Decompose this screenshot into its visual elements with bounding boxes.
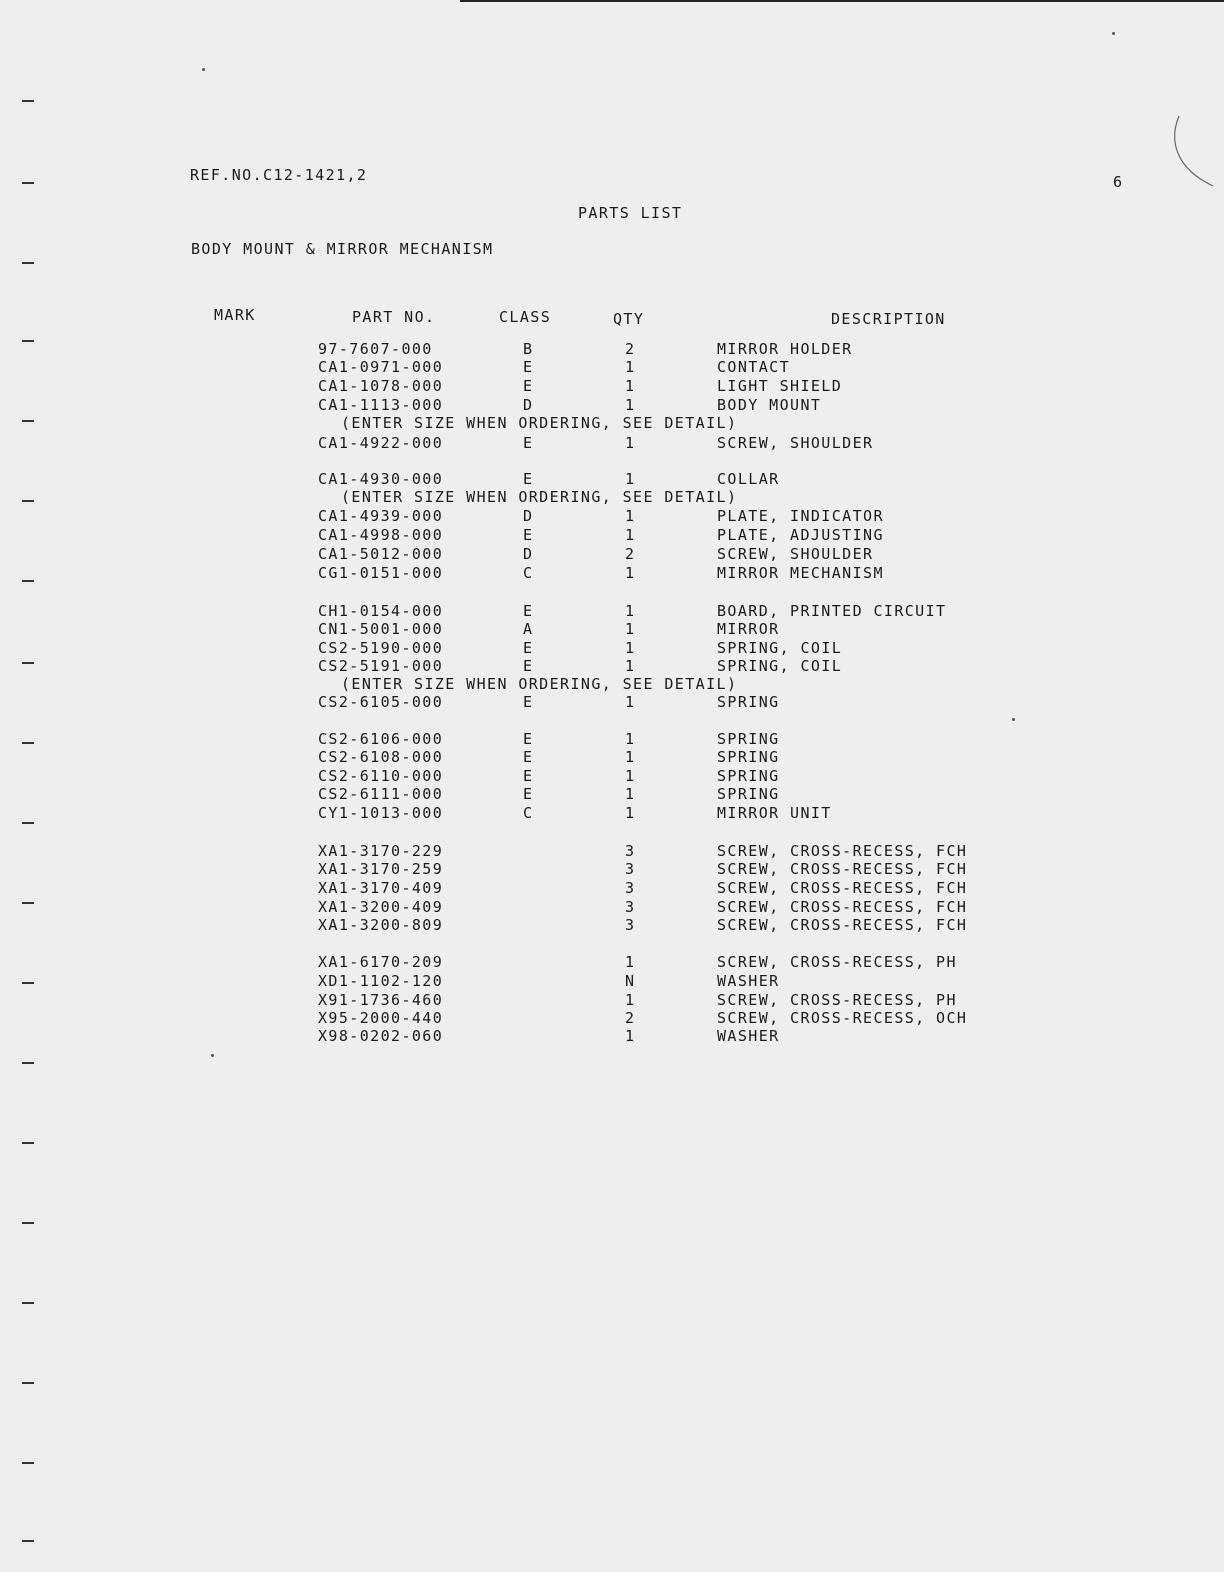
page-number: 6 xyxy=(1113,173,1124,191)
part-number-cell: CA1-5012-000 xyxy=(318,545,444,563)
part-number-cell: CS2-5191-000 xyxy=(318,657,444,675)
table-row xyxy=(0,860,1224,878)
part-number-cell: CS2-5190-000 xyxy=(318,639,444,657)
reference-number: REF.NO.C12-1421,2 xyxy=(190,166,368,184)
part-number-cell: CS2-6110-000 xyxy=(318,767,444,785)
qty-cell: 3 xyxy=(625,879,636,897)
table-row xyxy=(0,972,1224,990)
description-cell: SCREW, CROSS-RECESS, FCH xyxy=(717,879,968,897)
part-number-cell: CG1-0151-000 xyxy=(318,564,444,582)
qty-cell: 1 xyxy=(625,804,636,822)
description-cell: SPRING xyxy=(717,730,780,748)
part-number-cell: X95-2000-440 xyxy=(318,1009,444,1027)
description-cell: LIGHT SHIELD xyxy=(717,377,843,395)
class-cell: E xyxy=(523,730,534,748)
qty-cell: 1 xyxy=(625,657,636,675)
table-row xyxy=(0,730,1224,748)
description-cell: SCREW, CROSS-RECESS, OCH xyxy=(717,1009,968,1027)
description-cell: MIRROR xyxy=(717,620,780,638)
table-row xyxy=(0,340,1224,358)
table-row xyxy=(0,991,1224,1009)
class-cell: C xyxy=(523,804,534,822)
qty-cell: 1 xyxy=(625,470,636,488)
qty-cell: 2 xyxy=(625,1009,636,1027)
class-cell: C xyxy=(523,564,534,582)
section-subtitle: BODY MOUNT & MIRROR MECHANISM xyxy=(191,240,494,258)
class-cell: E xyxy=(523,657,534,675)
paper-speck xyxy=(202,68,205,71)
description-cell: SPRING, COIL xyxy=(717,639,843,657)
table-row xyxy=(0,693,1224,711)
part-number-cell: XD1-1102-120 xyxy=(318,972,444,990)
description-cell: COLLAR xyxy=(717,470,780,488)
description-cell: SCREW, CROSS-RECESS, PH xyxy=(717,953,957,971)
qty-cell: 1 xyxy=(625,526,636,544)
part-number-cell: CN1-5001-000 xyxy=(318,620,444,638)
qty-cell: 3 xyxy=(625,842,636,860)
description-cell: BOARD, PRINTED CIRCUIT xyxy=(717,602,947,620)
description-cell: SCREW, CROSS-RECESS, FCH xyxy=(717,916,968,934)
part-number-cell: XA1-3170-229 xyxy=(318,842,444,860)
description-cell: MIRROR MECHANISM xyxy=(717,564,884,582)
description-cell: SPRING xyxy=(717,748,780,766)
table-row xyxy=(0,1027,1224,1045)
table-row xyxy=(0,767,1224,785)
description-cell: SCREW, CROSS-RECESS, FCH xyxy=(717,842,968,860)
table-row xyxy=(0,657,1224,675)
description-cell: PLATE, INDICATOR xyxy=(717,507,884,525)
part-number-cell: CA1-4939-000 xyxy=(318,507,444,525)
description-cell: SPRING xyxy=(717,767,780,785)
table-row xyxy=(0,842,1224,860)
part-number-cell: CS2-6111-000 xyxy=(318,785,444,803)
class-cell: D xyxy=(523,545,534,563)
table-row xyxy=(0,898,1224,916)
qty-cell: 1 xyxy=(625,620,636,638)
column-header-class: CLASS xyxy=(499,308,552,326)
qty-cell: 1 xyxy=(625,767,636,785)
column-header-description: DESCRIPTION xyxy=(831,310,946,328)
description-cell: SCREW, CROSS-RECESS, FCH xyxy=(717,898,968,916)
class-cell: E xyxy=(523,767,534,785)
description-cell: SPRING xyxy=(717,693,780,711)
column-header-part-no: PART NO. xyxy=(352,308,436,326)
description-cell: MIRROR HOLDER xyxy=(717,340,853,358)
class-cell: E xyxy=(523,602,534,620)
description-cell: MIRROR UNIT xyxy=(717,804,832,822)
qty-cell: 1 xyxy=(625,991,636,1009)
table-row xyxy=(0,602,1224,620)
description-cell: SCREW, CROSS-RECESS, FCH xyxy=(717,860,968,878)
page-title: PARTS LIST xyxy=(578,204,683,222)
table-row xyxy=(0,953,1224,971)
qty-cell: 2 xyxy=(625,340,636,358)
qty-cell: 3 xyxy=(625,860,636,878)
qty-cell: 1 xyxy=(625,785,636,803)
class-cell: E xyxy=(523,748,534,766)
part-number-cell: CA1-4998-000 xyxy=(318,526,444,544)
ordering-note: (ENTER SIZE WHEN ORDERING, SEE DETAIL) xyxy=(341,488,738,506)
qty-cell: 2 xyxy=(625,545,636,563)
paper-speck xyxy=(1012,718,1015,721)
table-row xyxy=(0,358,1224,376)
qty-cell: 1 xyxy=(625,396,636,414)
part-number-cell: 97-7607-000 xyxy=(318,340,433,358)
description-cell: PLATE, ADJUSTING xyxy=(717,526,884,544)
part-number-cell: CA1-4922-000 xyxy=(318,434,444,452)
part-number-cell: XA1-3200-409 xyxy=(318,898,444,916)
description-cell: WASHER xyxy=(717,1027,780,1045)
paper-speck xyxy=(1112,32,1115,35)
qty-cell: 3 xyxy=(625,916,636,934)
qty-cell: 1 xyxy=(625,358,636,376)
class-cell: E xyxy=(523,377,534,395)
part-number-cell: CY1-1013-000 xyxy=(318,804,444,822)
part-number-cell: XA1-3200-809 xyxy=(318,916,444,934)
description-cell: SPRING xyxy=(717,785,780,803)
table-row xyxy=(0,639,1224,657)
qty-cell: 1 xyxy=(625,602,636,620)
class-cell: D xyxy=(523,507,534,525)
table-row xyxy=(0,804,1224,822)
qty-cell: 3 xyxy=(625,898,636,916)
class-cell: B xyxy=(523,340,534,358)
qty-cell: 1 xyxy=(625,693,636,711)
ordering-note-row xyxy=(0,488,1224,506)
description-cell: SCREW, SHOULDER xyxy=(717,545,874,563)
qty-cell: 1 xyxy=(625,377,636,395)
table-row xyxy=(0,377,1224,395)
column-header-mark: MARK xyxy=(214,306,256,324)
class-cell: E xyxy=(523,526,534,544)
table-row xyxy=(0,507,1224,525)
table-row xyxy=(0,545,1224,563)
table-row xyxy=(0,434,1224,452)
table-row xyxy=(0,785,1224,803)
part-number-cell: CS2-6106-000 xyxy=(318,730,444,748)
part-number-cell: X98-0202-060 xyxy=(318,1027,444,1045)
class-cell: A xyxy=(523,620,534,638)
class-cell: D xyxy=(523,396,534,414)
table-row xyxy=(0,620,1224,638)
part-number-cell: CA1-1078-000 xyxy=(318,377,444,395)
part-number-cell: XA1-6170-209 xyxy=(318,953,444,971)
table-row xyxy=(0,526,1224,544)
description-cell: SCREW, CROSS-RECESS, PH xyxy=(717,991,957,1009)
part-number-cell: CA1-1113-000 xyxy=(318,396,444,414)
table-row xyxy=(0,564,1224,582)
qty-cell: 1 xyxy=(625,730,636,748)
part-number-cell: CA1-0971-000 xyxy=(318,358,444,376)
class-cell: E xyxy=(523,639,534,657)
class-cell: E xyxy=(523,693,534,711)
class-cell: E xyxy=(523,358,534,376)
paper-speck xyxy=(211,1054,214,1057)
ordering-note: (ENTER SIZE WHEN ORDERING, SEE DETAIL) xyxy=(341,414,738,432)
column-header-qty: QTY xyxy=(613,310,645,328)
table-row xyxy=(0,879,1224,897)
table-row xyxy=(0,470,1224,488)
part-number-cell: XA1-3170-409 xyxy=(318,879,444,897)
qty-cell: 1 xyxy=(625,507,636,525)
table-row xyxy=(0,748,1224,766)
description-cell: SPRING, COIL xyxy=(717,657,843,675)
qty-cell: N xyxy=(625,972,636,990)
ordering-note: (ENTER SIZE WHEN ORDERING, SEE DETAIL) xyxy=(341,675,738,693)
description-cell: WASHER xyxy=(717,972,780,990)
description-cell: CONTACT xyxy=(717,358,791,376)
qty-cell: 1 xyxy=(625,639,636,657)
part-number-cell: CS2-6105-000 xyxy=(318,693,444,711)
part-number-cell: CS2-6108-000 xyxy=(318,748,444,766)
table-row xyxy=(0,916,1224,934)
class-cell: E xyxy=(523,785,534,803)
qty-cell: 1 xyxy=(625,1027,636,1045)
part-number-cell: X91-1736-460 xyxy=(318,991,444,1009)
qty-cell: 1 xyxy=(625,434,636,452)
description-cell: BODY MOUNT xyxy=(717,396,822,414)
part-number-cell: CH1-0154-000 xyxy=(318,602,444,620)
qty-cell: 1 xyxy=(625,953,636,971)
class-cell: E xyxy=(523,470,534,488)
part-number-cell: CA1-4930-000 xyxy=(318,470,444,488)
part-number-cell: XA1-3170-259 xyxy=(318,860,444,878)
ordering-note-row xyxy=(0,414,1224,432)
class-cell: E xyxy=(523,434,534,452)
table-row xyxy=(0,1009,1224,1027)
table-row xyxy=(0,396,1224,414)
qty-cell: 1 xyxy=(625,564,636,582)
ordering-note-row xyxy=(0,675,1224,693)
qty-cell: 1 xyxy=(625,748,636,766)
description-cell: SCREW, SHOULDER xyxy=(717,434,874,452)
